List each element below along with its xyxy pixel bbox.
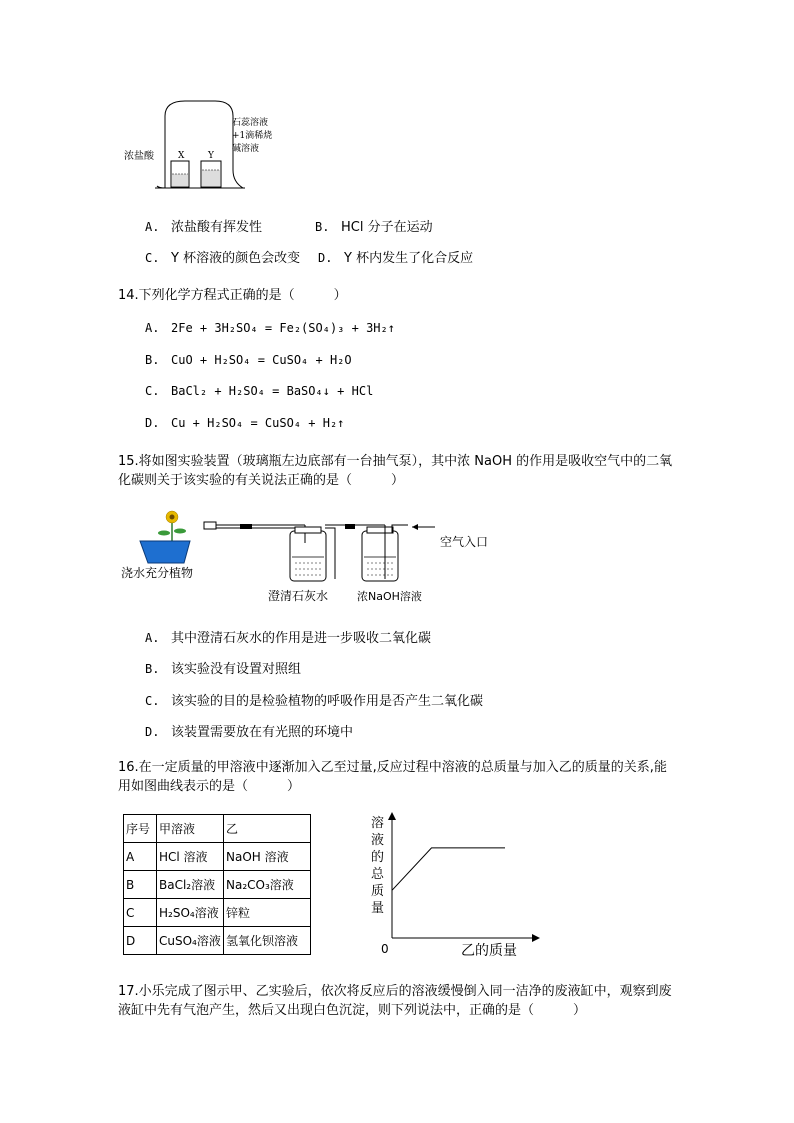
mass-chart xyxy=(370,810,545,950)
table-cell: 锌粒 xyxy=(224,899,311,927)
table-header: 乙 xyxy=(224,815,311,843)
q13-option-a[interactable]: A. 浓盐酸有挥发性 xyxy=(145,220,263,235)
q15-option-d[interactable]: D. 该装置需要放在有光照的环境中 xyxy=(145,725,354,740)
fig13-right-label-1: 石蕊溶液 xyxy=(232,118,269,128)
origin-label: 0 xyxy=(381,942,389,956)
q13-option-b[interactable]: B. HCl 分子在运动 xyxy=(315,220,433,235)
table-row xyxy=(124,899,311,927)
table-cell: D xyxy=(124,927,157,955)
fig15-lime-label: 澄清石灰水 xyxy=(268,589,329,603)
q14-option-a[interactable]: A. 2Fe + 3H₂SO₄ = Fe₂(SO₄)₃ + 3H₂↑ xyxy=(145,321,395,335)
y-axis-label: 溶液的总质量 xyxy=(371,816,385,916)
x-axis-label: 乙的质量 xyxy=(461,943,517,959)
table-cell: BaCl₂溶液 xyxy=(157,871,224,899)
q14-stem: 14.下列化学方程式正确的是（ ） xyxy=(118,288,347,303)
q15-stem: 15.将如图实验装置（玻璃瓶左边底部有一台抽气泵），其中浓 NaOH 的作用是吸收空气中的二氧化碳则关于该实验的有关说法正确的是（ ） xyxy=(118,454,673,488)
table-header: 序号 xyxy=(124,815,157,843)
q13-option-d[interactable]: D. Y 杯内发生了化合反应 xyxy=(318,251,474,266)
y-axis-arrow xyxy=(388,812,396,820)
q16-table xyxy=(123,814,311,955)
fig13-hcl-label: 浓盐酸 xyxy=(124,151,154,162)
q17-stem: 17.小乐完成了图示甲、乙实验后，依次将反应后的溶液缓慢倒入同一洁净的废液缸中，观察到废液缸中先有气泡产生，然后又出现白色沉淀，则下列说法中，正确的是（ ） xyxy=(118,984,672,1018)
table-cell: HCl 溶液 xyxy=(157,843,224,871)
q13-option-c[interactable]: C. Y 杯溶液的颜色会改变 xyxy=(145,251,301,266)
fig13-right-label-3: 碱溶液 xyxy=(232,144,260,154)
table-cell: A xyxy=(124,843,157,871)
q15-option-c[interactable]: C. 该实验的目的是检验植物的呼吸作用是否产生二氧化碳 xyxy=(145,694,484,709)
table-cell: Na₂CO₃溶液 xyxy=(224,871,311,899)
table-row xyxy=(124,871,311,899)
table-row xyxy=(124,927,311,955)
x-axis-arrow xyxy=(532,934,540,942)
fig13-right-label-2: +1滴稀烧 xyxy=(232,131,273,141)
fig15-naoh-label: 浓NaOH溶液 xyxy=(357,590,422,603)
q15-option-a[interactable]: A. 其中澄清石灰水的作用是进一步吸收二氧化碳 xyxy=(145,631,432,646)
table-cell: 氢氧化钡溶液 xyxy=(224,927,311,955)
fig15-plant-label: 浇水充分植物 xyxy=(121,566,194,580)
q14-option-b[interactable]: B. CuO + H₂SO₄ = CuSO₄ + H₂O xyxy=(145,353,352,367)
fig13-x-label: X xyxy=(178,151,185,161)
fig15-air-label: 空气入口 xyxy=(440,535,489,549)
fig13-y-label: Y xyxy=(208,151,214,161)
table-row xyxy=(124,843,311,871)
table-cell: H₂SO₄溶液 xyxy=(157,899,224,927)
table-header-row xyxy=(124,815,311,843)
q14-option-d[interactable]: D. Cu + H₂SO₄ = CuSO₄ + H₂↑ xyxy=(145,416,345,430)
table-cell: B xyxy=(124,871,157,899)
table-cell: CuSO₄溶液 xyxy=(157,927,224,955)
series-line xyxy=(392,848,505,890)
table-cell: C xyxy=(124,899,157,927)
q14-option-c[interactable]: C. BaCl₂ + H₂SO₄ = BaSO₄↓ + HCl xyxy=(145,384,374,398)
q16-stem: 16.在一定质量的甲溶液中逐渐加入乙至过量,反应过程中溶液的总质量与加入乙的质量的关系,能用如图曲线表示的是（ ） xyxy=(118,760,667,794)
q15-option-b[interactable]: B. 该实验没有设置对照组 xyxy=(145,662,302,677)
table-cell: NaOH 溶液 xyxy=(224,843,311,871)
table-header: 甲溶液 xyxy=(157,815,224,843)
